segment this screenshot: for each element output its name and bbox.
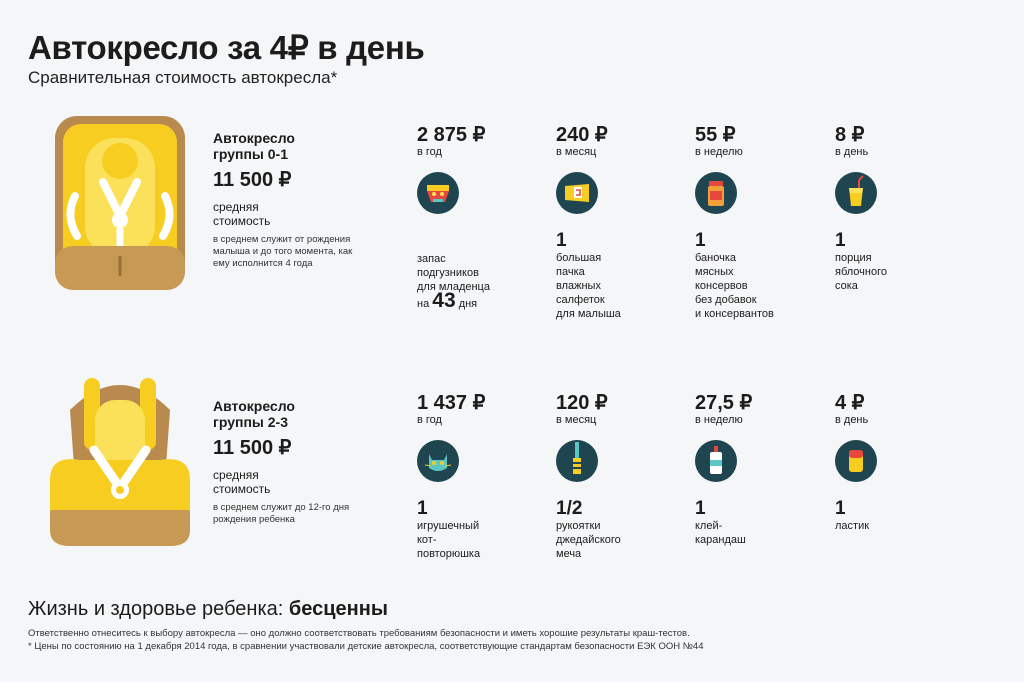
seat-price-label: средняя стоимость [213, 468, 271, 496]
page-title: Автокресло за 4₽ в день [28, 29, 425, 66]
seat-name: Автокресло группы 2-3 [213, 398, 295, 430]
cost-description: клей- карандаш [695, 520, 746, 546]
seat-section-group-2-3 [0, 370, 1024, 580]
cost-item-count: 1 [417, 498, 428, 519]
cost-description: игрушечный кот- повторюшка [417, 520, 481, 560]
motto-emphasis: бесценны [288, 598, 388, 620]
cost-period: в день [835, 414, 869, 426]
cost-description: большая пачка влажных салфеток для малыша [556, 252, 621, 320]
seat-info [213, 398, 353, 526]
glue-stick-icon [695, 440, 737, 482]
cost-period: в неделю [695, 146, 743, 158]
cost-amount: 8 ₽ [835, 124, 865, 146]
cost-description: рукоятки джедайского меча [556, 520, 621, 560]
cost-item-count: 1 [835, 230, 846, 251]
cost-description-number: 43 [432, 289, 456, 312]
cost-amount: 2 875 ₽ [417, 124, 486, 146]
motto-headline [28, 598, 388, 621]
juice-glass-icon [835, 172, 877, 214]
cost-description [417, 252, 537, 311]
cost-amount: 240 ₽ [556, 124, 608, 146]
cost-item-count: 1 [556, 230, 567, 251]
cost-column-week [695, 392, 815, 547]
cost-amount: 4 ₽ [835, 392, 865, 414]
eraser-icon [835, 440, 877, 482]
cost-amount: 55 ₽ [695, 124, 736, 146]
seat-price-label: средняя стоимость [213, 200, 271, 228]
booster-car-seat-image [40, 370, 200, 550]
cost-amount: 27,5 ₽ [695, 392, 753, 414]
cost-period: в день [835, 146, 869, 158]
cost-description-unit: дня [458, 298, 478, 310]
cost-period: в неделю [695, 414, 743, 426]
meat-can-icon [695, 172, 737, 214]
cost-amount: 120 ₽ [556, 392, 608, 414]
seat-lifespan-note: в среднем служит от рождения малыша и до того момента, как ему исполнится 4 года [213, 234, 353, 269]
cost-item-count: 1 [695, 230, 706, 251]
cost-description-text: запас подгузников для младенца на [417, 253, 490, 310]
cost-column-year [417, 392, 537, 561]
cost-period: в месяц [556, 414, 597, 426]
toy-cat-icon [417, 440, 459, 482]
safety-note: Ответственно отнеситесь к выбору автокресла — оно должно соответствовать требованиям безопасности и иметь хорошие результаты краш-тестов. [28, 628, 690, 639]
cost-column-year [417, 124, 537, 311]
seat-price: 11 500 ₽ [213, 437, 292, 459]
cost-column-week [695, 124, 815, 321]
cost-period: в месяц [556, 146, 597, 158]
diaper-icon [417, 172, 459, 214]
cost-description: порция яблочного сока [835, 252, 887, 292]
seat-name: Автокресло группы 0-1 [213, 130, 295, 162]
infant-car-seat-image [55, 116, 185, 296]
cost-column-day [835, 124, 955, 293]
motto-text: Жизнь и здоровье ребенка: [28, 598, 289, 620]
page-subtitle: Сравнительная стоимость автокресла* [28, 68, 338, 87]
seat-section-group-0-1 [0, 110, 1024, 350]
cost-item-count: 1 [695, 498, 706, 519]
cost-description: баночка мясных консервов без добавок и консервантов [695, 252, 774, 320]
cost-column-day [835, 392, 955, 533]
cost-column-month [556, 124, 676, 321]
cost-period: в год [417, 146, 442, 158]
cost-column-month [556, 392, 676, 561]
cost-amount: 1 437 ₽ [417, 392, 486, 414]
lightsaber-icon [556, 440, 598, 482]
seat-info [213, 130, 353, 270]
seat-lifespan-note: в среднем служит до 12-го дня рождения ребенка [213, 502, 350, 525]
seat-price: 11 500 ₽ [213, 169, 292, 191]
cost-period: в год [417, 414, 442, 426]
price-footnote: * Цены по состоянию на 1 декабря 2014 года, в сравнении участвовали детские автокресла, соответствующие стандартам безопасности ЕЭК ООН №44 [28, 641, 704, 652]
cost-item-count: 1/2 [556, 498, 583, 519]
cost-item-count: 1 [835, 498, 846, 519]
wipes-pack-icon [556, 172, 598, 214]
cost-description: ластик [835, 520, 870, 532]
